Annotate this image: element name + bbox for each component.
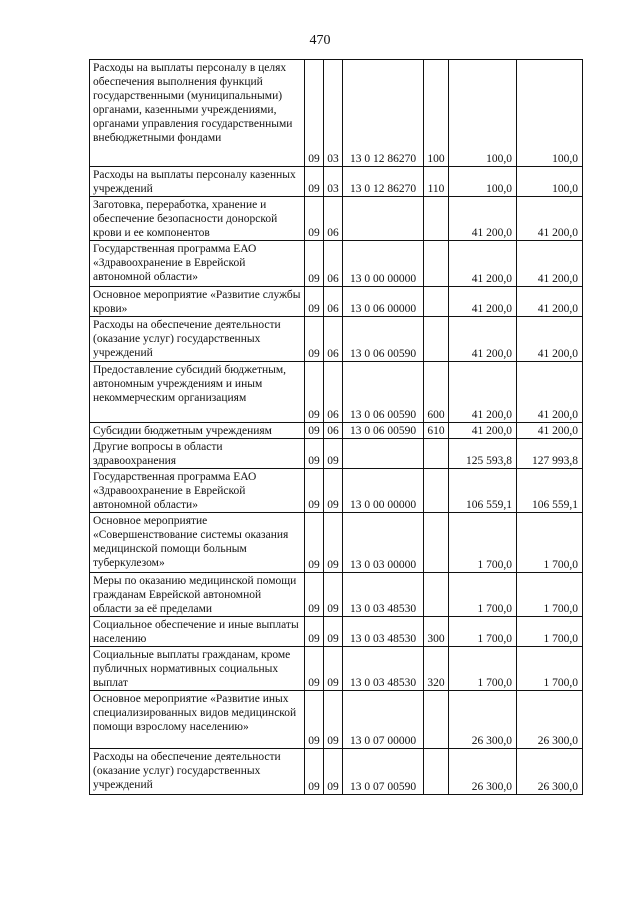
amount-year1-cell: 106 559,1	[449, 469, 517, 513]
amount-year1-cell: 41 200,0	[449, 287, 517, 317]
table-row	[90, 469, 583, 513]
amount-year2-cell: 127 993,8	[517, 439, 583, 469]
section-code-cell: 09	[305, 749, 324, 795]
target-article-cell: 13 0 03 48530	[343, 647, 424, 691]
section-code-cell: 09	[305, 197, 324, 241]
amount-year2-cell: 1 700,0	[517, 573, 583, 617]
target-article-cell: 13 0 12 86270	[343, 60, 424, 167]
table-row	[90, 749, 583, 795]
target-article-cell: 13 0 12 86270	[343, 167, 424, 197]
subsection-code-cell: 06	[324, 317, 343, 362]
target-article-cell: 13 0 03 48530	[343, 573, 424, 617]
section-code-cell: 09	[305, 691, 324, 749]
expense-type-cell	[424, 749, 449, 795]
target-article-cell: 13 0 00 00000	[343, 241, 424, 287]
table-row	[90, 287, 583, 317]
subsection-code-cell: 06	[324, 423, 343, 439]
amount-year2-cell: 26 300,0	[517, 749, 583, 795]
table-row	[90, 197, 583, 241]
target-article-cell: 13 0 06 00590	[343, 317, 424, 362]
table-row	[90, 439, 583, 469]
amount-year2-cell: 1 700,0	[517, 617, 583, 647]
item-name-cell: Меры по оказанию медицинской помощи гражданам Еврейской автономной области за её пределами	[90, 573, 305, 617]
amount-year2-cell: 106 559,1	[517, 469, 583, 513]
amount-year2-cell: 41 200,0	[517, 287, 583, 317]
subsection-code-cell: 09	[324, 513, 343, 573]
item-name-cell: Основное мероприятие «Совершенствование системы оказания медицинской помощи больным туберкулезом»	[90, 513, 305, 573]
item-name-cell: Другие вопросы в области здравоохранения	[90, 439, 305, 469]
expense-type-cell: 100	[424, 60, 449, 167]
subsection-code-cell: 09	[324, 647, 343, 691]
subsection-code-cell: 06	[324, 241, 343, 287]
budget-table	[89, 59, 583, 795]
amount-year1-cell: 41 200,0	[449, 423, 517, 439]
item-name-cell: Субсидии бюджетным учреждениям	[90, 423, 305, 439]
section-code-cell: 09	[305, 617, 324, 647]
section-code-cell: 09	[305, 469, 324, 513]
expense-type-cell	[424, 241, 449, 287]
expense-type-cell: 320	[424, 647, 449, 691]
section-code-cell: 09	[305, 423, 324, 439]
subsection-code-cell: 06	[324, 197, 343, 241]
expense-type-cell	[424, 469, 449, 513]
item-name-cell: Государственная программа ЕАО «Здравоохранение в Еврейской автономной области»	[90, 469, 305, 513]
item-name-cell: Расходы на обеспечение деятельности (оказание услуг) государственных учреждений	[90, 317, 305, 362]
amount-year2-cell: 1 700,0	[517, 513, 583, 573]
table-row	[90, 647, 583, 691]
section-code-cell: 09	[305, 513, 324, 573]
target-article-cell: 13 0 06 00590	[343, 362, 424, 423]
section-code-cell: 09	[305, 573, 324, 617]
amount-year1-cell: 26 300,0	[449, 691, 517, 749]
item-name-cell: Основное мероприятие «Развитие службы крови»	[90, 287, 305, 317]
section-code-cell: 09	[305, 647, 324, 691]
item-name-cell: Расходы на обеспечение деятельности (оказание услуг) государственных учреждений	[90, 749, 305, 795]
expense-type-cell	[424, 573, 449, 617]
amount-year2-cell: 100,0	[517, 60, 583, 167]
page-number: 470	[309, 33, 331, 48]
amount-year1-cell: 100,0	[449, 60, 517, 167]
item-name-cell: Расходы на выплаты персоналу в целях обеспечения выполнения функций государственными (муниципальными) органами, казенными учреждениями, органами управления государственными внебюджетными фондами	[90, 60, 305, 167]
amount-year2-cell: 41 200,0	[517, 362, 583, 423]
expense-type-cell	[424, 691, 449, 749]
item-name-cell: Социальное обеспечение и иные выплаты населению	[90, 617, 305, 647]
section-code-cell: 09	[305, 241, 324, 287]
target-article-cell: 13 0 03 48530	[343, 617, 424, 647]
amount-year1-cell: 1 700,0	[449, 647, 517, 691]
section-code-cell: 09	[305, 167, 324, 197]
table-body	[90, 60, 583, 795]
table-row	[90, 423, 583, 439]
subsection-code-cell: 03	[324, 60, 343, 167]
table-row	[90, 513, 583, 573]
target-article-cell: 13 0 03 00000	[343, 513, 424, 573]
amount-year2-cell: 41 200,0	[517, 197, 583, 241]
table-row	[90, 691, 583, 749]
subsection-code-cell: 09	[324, 469, 343, 513]
section-code-cell: 09	[305, 439, 324, 469]
amount-year2-cell: 41 200,0	[517, 423, 583, 439]
amount-year1-cell: 26 300,0	[449, 749, 517, 795]
target-article-cell	[343, 197, 424, 241]
table-row	[90, 167, 583, 197]
item-name-cell: Заготовка, переработка, хранение и обеспечение безопасности донорской крови и ее компонентов	[90, 197, 305, 241]
table-row	[90, 573, 583, 617]
amount-year1-cell: 1 700,0	[449, 573, 517, 617]
expense-type-cell	[424, 317, 449, 362]
amount-year2-cell: 1 700,0	[517, 647, 583, 691]
subsection-code-cell: 09	[324, 749, 343, 795]
amount-year1-cell: 41 200,0	[449, 197, 517, 241]
amount-year2-cell: 26 300,0	[517, 691, 583, 749]
subsection-code-cell: 06	[324, 362, 343, 423]
table-row	[90, 60, 583, 167]
subsection-code-cell: 09	[324, 439, 343, 469]
table-row	[90, 241, 583, 287]
target-article-cell	[343, 439, 424, 469]
item-name-cell: Государственная программа ЕАО «Здравоохранение в Еврейской автономной области»	[90, 241, 305, 287]
amount-year2-cell: 41 200,0	[517, 241, 583, 287]
table-row	[90, 617, 583, 647]
subsection-code-cell: 03	[324, 167, 343, 197]
subsection-code-cell: 06	[324, 287, 343, 317]
expense-type-cell: 300	[424, 617, 449, 647]
item-name-cell: Предоставление субсидий бюджетным, автономным учреждениям и иным некоммерческим организациям	[90, 362, 305, 423]
subsection-code-cell: 09	[324, 573, 343, 617]
expense-type-cell	[424, 439, 449, 469]
subsection-code-cell: 09	[324, 617, 343, 647]
expense-type-cell	[424, 197, 449, 241]
amount-year1-cell: 125 593,8	[449, 439, 517, 469]
target-article-cell: 13 0 06 00000	[343, 287, 424, 317]
amount-year1-cell: 100,0	[449, 167, 517, 197]
amount-year2-cell: 100,0	[517, 167, 583, 197]
amount-year1-cell: 41 200,0	[449, 241, 517, 287]
section-code-cell: 09	[305, 287, 324, 317]
item-name-cell: Расходы на выплаты персоналу казенных учреждений	[90, 167, 305, 197]
amount-year1-cell: 41 200,0	[449, 317, 517, 362]
amount-year1-cell: 1 700,0	[449, 617, 517, 647]
amount-year1-cell: 41 200,0	[449, 362, 517, 423]
table-row	[90, 362, 583, 423]
expense-type-cell: 610	[424, 423, 449, 439]
item-name-cell: Социальные выплаты гражданам, кроме публичных нормативных социальных выплат	[90, 647, 305, 691]
target-article-cell: 13 0 07 00590	[343, 749, 424, 795]
table-row	[90, 317, 583, 362]
subsection-code-cell: 09	[324, 691, 343, 749]
section-code-cell: 09	[305, 317, 324, 362]
item-name-cell: Основное мероприятие «Развитие иных специализированных видов медицинской помощи взрослому населению»	[90, 691, 305, 749]
target-article-cell: 13 0 07 00000	[343, 691, 424, 749]
target-article-cell: 13 0 00 00000	[343, 469, 424, 513]
amount-year1-cell: 1 700,0	[449, 513, 517, 573]
expense-type-cell	[424, 513, 449, 573]
expense-type-cell: 110	[424, 167, 449, 197]
target-article-cell: 13 0 06 00590	[343, 423, 424, 439]
section-code-cell: 09	[305, 60, 324, 167]
section-code-cell: 09	[305, 362, 324, 423]
expense-type-cell: 600	[424, 362, 449, 423]
expense-type-cell	[424, 287, 449, 317]
amount-year2-cell: 41 200,0	[517, 317, 583, 362]
